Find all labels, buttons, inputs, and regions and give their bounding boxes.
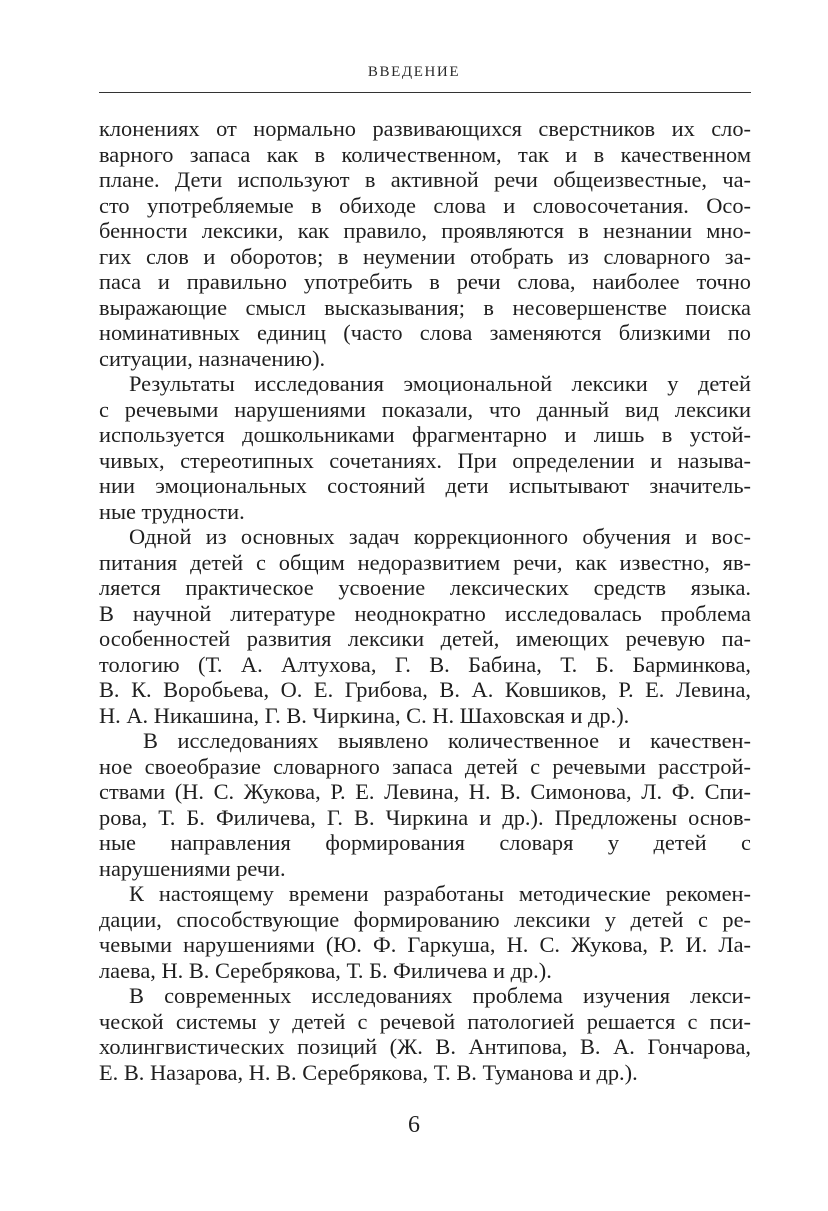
text-line: Результаты исследования эмоциональной лексики у детей [129,371,751,396]
text-line: рова, Т. Б. Филичева, Г. В. Чиркина и др.). Предложены основ- [99,804,751,830]
text-line: ствами (Н. С. Жукова, Р. Е. Левина, Н. В. Симонова, Л. Ф. Спи- [99,779,751,804]
paragraph-2 [99,371,751,524]
text-line: дации, способствующие формированию лексики у детей с ре- [99,906,751,932]
header-rule [99,92,751,93]
text-line: В современных исследованиях проблема изучения лекси- [129,983,751,1008]
text-line: ное своеобразие словарного запаса детей с речевыми расстрой- [99,753,751,779]
paragraph-5 [99,881,751,983]
text-line: Одной из основных задач коррекционного обучения и вос- [129,524,751,549]
text-line: нарушениями речи. [99,855,286,881]
text-line: ческой системы у детей с речевой патологией решается с пси- [99,1008,751,1034]
text-line: холингвистических позиций (Ж. В. Антипова, В. А. Гончарова, [99,1034,751,1059]
text-line: особенностей развития лексики детей, имеющих речевую па- [99,626,751,651]
text-line: нии эмоциональных состояний дети испытывают значитель- [99,473,751,498]
text-line: выражающие смысл высказывания; в несовершенстве поиска [99,294,751,320]
text-line: В. К. Воробьева, О. Е. Грибова, В. А. Ковшиков, Р. Е. Левина, [99,677,751,702]
text-line: тологию (Т. А. Алтухова, Г. В. Бабина, Т. Б. Барминкова, [99,651,751,677]
paragraph-3 [99,524,751,728]
text-line: В научной литературе неоднократно исследовалась проблема [99,600,751,626]
body-text [99,116,751,1085]
paragraph-1 [99,116,751,371]
text-line: чевыми нарушениями (Ю. Ф. Гаркуша, Н. С. Жукова, Р. И. Ла- [99,932,751,957]
text-line: В исследованиях выявлено количественное и качествен- [143,728,751,753]
text-line: Е. В. Назарова, Н. В. Серебрякова, Т. В. Туманова и др.). [99,1059,638,1085]
text-line: ные направления формирования словаря у детей с [99,830,751,855]
text-line: ситуации, назначению). [99,345,326,371]
text-line: лаева, Н. В. Серебрякова, Т. Б. Филичева и др.). [99,957,552,983]
text-line: Н. А. Никашина, Г. В. Чиркина, С. Н. Шаховская и др.). [99,702,630,728]
page-number: 6 [408,1112,420,1138]
text-line: чивых, стереотипных сочетаниях. При определении и называ- [99,447,751,473]
text-line: бенности лексики, как правило, проявляются в незнании мно- [99,218,751,243]
text-line: варного запаса как в количественном, так и в качественном [99,141,751,167]
text-line: используется дошкольниками фрагментарно и лишь в устой- [99,422,751,447]
text-line: питания детей с общим недоразвитием речи, как известно, яв- [99,549,751,575]
paragraph-6 [99,983,751,1085]
text-line: сто употребляемые в обиходе слова и словосочетания. Осо- [99,192,751,218]
text-line: с речевыми нарушениями показали, что данный вид лексики [99,396,751,422]
text-line: клонениях от нормально развивающихся сверстников их сло- [99,116,751,141]
running-head: ВВЕДЕНИЕ [367,64,461,80]
text-line: ляется практическое усвоение лексических средств языка. [99,575,751,600]
text-line: плане. Дети используют в активной речи общеизвестные, ча- [99,167,751,192]
text-line: номинативных единиц (часто слова заменяются близкими по [99,320,751,345]
text-line: гих слов и оборотов; в неумении отобрать из словарного за- [99,243,751,269]
text-line: К настоящему времени разработаны методические рекомен- [129,881,751,906]
paragraph-4 [99,728,751,881]
text-line: ные трудности. [99,498,245,524]
text-line: паса и правильно употребить в речи слова, наиболее точно [99,269,751,294]
